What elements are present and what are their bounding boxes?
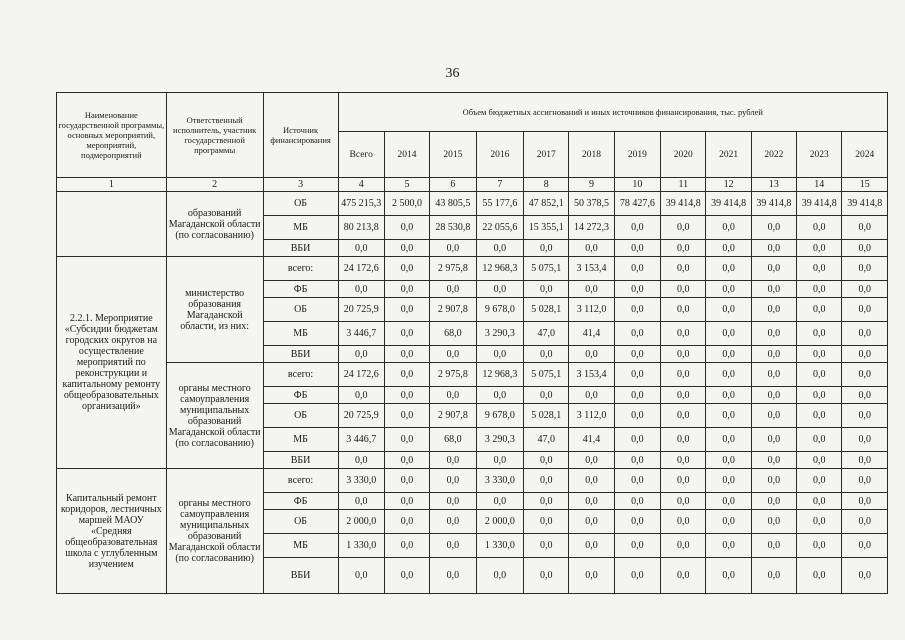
year-value-cell: 1 330,0 xyxy=(476,534,523,558)
source-cell: ВБИ xyxy=(263,346,338,363)
year-value-cell: 2 907,8 xyxy=(430,404,476,428)
column-number: 8 xyxy=(524,178,569,192)
header-executor-col: Ответственный исполнитель, участник государственной программы xyxy=(166,93,263,178)
year-value-cell: 0,0 xyxy=(797,452,842,469)
year-value-cell: 0,0 xyxy=(751,493,796,510)
source-cell: ОБ xyxy=(263,192,338,216)
year-value-cell: 0,0 xyxy=(614,257,660,281)
year-value-cell: 68,0 xyxy=(430,322,476,346)
year-value-cell: 0,0 xyxy=(751,363,796,387)
column-number: 12 xyxy=(706,178,751,192)
year-value-cell: 0,0 xyxy=(661,404,706,428)
year-value-cell: 0,0 xyxy=(430,281,476,298)
year-value-cell: 0,0 xyxy=(842,452,888,469)
year-value-cell: 0,0 xyxy=(384,346,429,363)
year-value-cell: 0,0 xyxy=(842,558,888,594)
year-value-cell: 5 028,1 xyxy=(524,298,569,322)
source-cell: МБ xyxy=(263,216,338,240)
year-value-cell: 0,0 xyxy=(797,257,842,281)
table-body xyxy=(57,192,888,594)
year-value-cell: 0,0 xyxy=(661,558,706,594)
year-value-cell: 0,0 xyxy=(706,404,751,428)
year-value-cell: 0,0 xyxy=(842,428,888,452)
year-value-cell: 0,0 xyxy=(661,298,706,322)
year-value-cell: 0,0 xyxy=(842,363,888,387)
year-value-cell: 0,0 xyxy=(476,281,523,298)
year-value-cell: 0,0 xyxy=(751,346,796,363)
year-value-cell: 0,0 xyxy=(842,387,888,404)
year-value-cell: 0,0 xyxy=(614,510,660,534)
total-value-cell: 475 215,3 xyxy=(338,192,384,216)
header-year: 2017 xyxy=(524,132,569,178)
year-value-cell: 43 805,5 xyxy=(430,192,476,216)
header-year: 2022 xyxy=(751,132,796,178)
header-year: Всего xyxy=(338,132,384,178)
year-value-cell: 0,0 xyxy=(384,281,429,298)
year-value-cell: 0,0 xyxy=(706,281,751,298)
year-value-cell: 0,0 xyxy=(842,257,888,281)
total-value-cell: 24 172,6 xyxy=(338,257,384,281)
column-number-row xyxy=(57,178,888,192)
year-value-cell: 78 427,6 xyxy=(614,192,660,216)
source-cell: ФБ xyxy=(263,387,338,404)
total-value-cell: 20 725,9 xyxy=(338,298,384,322)
year-value-cell: 0,0 xyxy=(661,387,706,404)
year-value-cell: 28 530,8 xyxy=(430,216,476,240)
header-year: 2024 xyxy=(842,132,888,178)
year-value-cell: 0,0 xyxy=(430,510,476,534)
year-value-cell: 0,0 xyxy=(706,257,751,281)
column-number: 1 xyxy=(57,178,167,192)
source-cell: всего: xyxy=(263,363,338,387)
year-value-cell: 0,0 xyxy=(430,346,476,363)
year-value-cell: 0,0 xyxy=(569,387,614,404)
year-value-cell: 0,0 xyxy=(430,387,476,404)
year-value-cell: 9 678,0 xyxy=(476,404,523,428)
year-value-cell: 0,0 xyxy=(384,257,429,281)
year-value-cell: 39 414,8 xyxy=(797,192,842,216)
year-value-cell: 0,0 xyxy=(384,298,429,322)
header-name-col: Наименование государственной программы, основных мероприятий, мероприятий, подмероприятий xyxy=(57,93,167,178)
year-value-cell: 0,0 xyxy=(476,387,523,404)
year-value-cell: 0,0 xyxy=(751,322,796,346)
year-value-cell: 5 075,1 xyxy=(524,257,569,281)
header-year: 2016 xyxy=(476,132,523,178)
source-cell: ВБИ xyxy=(263,452,338,469)
year-value-cell: 0,0 xyxy=(706,346,751,363)
year-value-cell: 0,0 xyxy=(751,404,796,428)
year-value-cell: 0,0 xyxy=(842,469,888,493)
year-value-cell: 0,0 xyxy=(524,469,569,493)
year-value-cell: 0,0 xyxy=(476,558,523,594)
year-value-cell: 0,0 xyxy=(842,346,888,363)
year-value-cell: 2 975,8 xyxy=(430,363,476,387)
year-value-cell: 3 330,0 xyxy=(476,469,523,493)
year-value-cell: 0,0 xyxy=(661,240,706,257)
total-value-cell: 0,0 xyxy=(338,493,384,510)
year-value-cell: 0,0 xyxy=(384,452,429,469)
year-value-cell: 0,0 xyxy=(751,558,796,594)
year-value-cell: 0,0 xyxy=(430,558,476,594)
year-value-cell: 0,0 xyxy=(614,281,660,298)
year-value-cell: 3 290,3 xyxy=(476,428,523,452)
year-value-cell: 0,0 xyxy=(797,240,842,257)
source-cell: ВБИ xyxy=(263,240,338,257)
year-value-cell: 0,0 xyxy=(384,469,429,493)
year-value-cell: 0,0 xyxy=(706,387,751,404)
source-cell: ОБ xyxy=(263,298,338,322)
year-value-cell: 0,0 xyxy=(706,469,751,493)
year-value-cell: 0,0 xyxy=(797,493,842,510)
year-value-cell: 0,0 xyxy=(524,281,569,298)
year-value-cell: 0,0 xyxy=(524,387,569,404)
year-value-cell: 0,0 xyxy=(751,298,796,322)
year-value-cell: 55 177,6 xyxy=(476,192,523,216)
header-year: 2019 xyxy=(614,132,660,178)
year-value-cell: 2 907,8 xyxy=(430,298,476,322)
total-value-cell: 3 446,7 xyxy=(338,428,384,452)
year-value-cell: 0,0 xyxy=(476,452,523,469)
year-value-cell: 0,0 xyxy=(430,493,476,510)
year-value-cell: 47 852,1 xyxy=(524,192,569,216)
year-value-cell: 0,0 xyxy=(842,322,888,346)
year-value-cell: 0,0 xyxy=(569,510,614,534)
header-source-col: Источник финансирования xyxy=(263,93,338,178)
table-row xyxy=(57,469,888,493)
column-number: 14 xyxy=(797,178,842,192)
header-year: 2018 xyxy=(569,132,614,178)
year-value-cell: 0,0 xyxy=(751,428,796,452)
year-value-cell: 0,0 xyxy=(661,534,706,558)
year-value-cell: 0,0 xyxy=(797,534,842,558)
year-value-cell: 0,0 xyxy=(842,510,888,534)
year-value-cell: 0,0 xyxy=(430,534,476,558)
year-value-cell: 0,0 xyxy=(569,558,614,594)
year-value-cell: 0,0 xyxy=(476,493,523,510)
year-value-cell: 9 678,0 xyxy=(476,298,523,322)
source-cell: ФБ xyxy=(263,281,338,298)
year-value-cell: 0,0 xyxy=(797,346,842,363)
year-value-cell: 0,0 xyxy=(751,452,796,469)
year-value-cell: 0,0 xyxy=(706,452,751,469)
year-value-cell: 3 153,4 xyxy=(569,363,614,387)
year-value-cell: 22 055,6 xyxy=(476,216,523,240)
total-value-cell: 80 213,8 xyxy=(338,216,384,240)
year-value-cell: 0,0 xyxy=(842,216,888,240)
year-value-cell: 0,0 xyxy=(842,240,888,257)
year-value-cell: 3 112,0 xyxy=(569,298,614,322)
year-value-cell: 0,0 xyxy=(384,493,429,510)
column-number: 4 xyxy=(338,178,384,192)
executor-cell: органы местного самоуправления муниципальных образований Магаданской области (по согласованию) xyxy=(166,363,263,469)
year-value-cell: 0,0 xyxy=(430,469,476,493)
year-value-cell: 0,0 xyxy=(384,404,429,428)
year-value-cell: 0,0 xyxy=(384,240,429,257)
table-row xyxy=(57,363,888,387)
year-value-cell: 0,0 xyxy=(661,322,706,346)
program-name-cell: Капитальный ремонт коридоров, лестничных маршей МАОУ «Средняя общеобразовательная школа с углубленным изучением xyxy=(57,469,167,594)
year-value-cell: 68,0 xyxy=(430,428,476,452)
source-cell: ОБ xyxy=(263,404,338,428)
year-value-cell: 2 000,0 xyxy=(476,510,523,534)
source-cell: МБ xyxy=(263,534,338,558)
year-value-cell: 39 414,8 xyxy=(751,192,796,216)
year-value-cell: 0,0 xyxy=(384,363,429,387)
year-value-cell: 0,0 xyxy=(476,240,523,257)
year-value-cell: 0,0 xyxy=(614,534,660,558)
year-value-cell: 0,0 xyxy=(614,469,660,493)
header-year: 2023 xyxy=(797,132,842,178)
total-value-cell: 1 330,0 xyxy=(338,534,384,558)
year-value-cell: 50 378,5 xyxy=(569,192,614,216)
total-value-cell: 0,0 xyxy=(338,387,384,404)
year-value-cell: 0,0 xyxy=(706,298,751,322)
year-value-cell: 0,0 xyxy=(614,404,660,428)
total-value-cell: 0,0 xyxy=(338,281,384,298)
year-value-cell: 0,0 xyxy=(569,240,614,257)
table-row xyxy=(57,257,888,281)
year-value-cell: 0,0 xyxy=(661,281,706,298)
year-value-cell: 0,0 xyxy=(524,240,569,257)
year-value-cell: 2 975,8 xyxy=(430,257,476,281)
year-value-cell: 0,0 xyxy=(661,510,706,534)
source-cell: ФБ xyxy=(263,493,338,510)
source-cell: всего: xyxy=(263,469,338,493)
executor-cell: образований Магаданской области (по согласованию) xyxy=(166,192,263,257)
year-value-cell: 0,0 xyxy=(797,404,842,428)
total-value-cell: 2 000,0 xyxy=(338,510,384,534)
column-number: 13 xyxy=(751,178,796,192)
column-number: 5 xyxy=(384,178,429,192)
year-value-cell: 0,0 xyxy=(569,346,614,363)
total-value-cell: 3 330,0 xyxy=(338,469,384,493)
year-value-cell: 0,0 xyxy=(751,469,796,493)
header-year: 2015 xyxy=(430,132,476,178)
year-value-cell: 0,0 xyxy=(614,363,660,387)
year-value-cell: 14 272,3 xyxy=(569,216,614,240)
header-year: 2021 xyxy=(706,132,751,178)
year-value-cell: 0,0 xyxy=(524,452,569,469)
year-value-cell: 0,0 xyxy=(797,428,842,452)
year-value-cell: 0,0 xyxy=(706,363,751,387)
year-value-cell: 0,0 xyxy=(614,428,660,452)
column-number: 10 xyxy=(614,178,660,192)
year-value-cell: 0,0 xyxy=(797,363,842,387)
total-value-cell: 0,0 xyxy=(338,558,384,594)
source-cell: МБ xyxy=(263,322,338,346)
year-value-cell: 0,0 xyxy=(661,257,706,281)
year-value-cell: 0,0 xyxy=(797,558,842,594)
source-cell: всего: xyxy=(263,257,338,281)
year-value-cell: 0,0 xyxy=(706,428,751,452)
year-value-cell: 15 355,1 xyxy=(524,216,569,240)
year-value-cell: 0,0 xyxy=(569,469,614,493)
header-year: 2020 xyxy=(661,132,706,178)
table-row xyxy=(57,192,888,216)
page-number: 36 xyxy=(445,66,460,81)
year-value-cell: 0,0 xyxy=(751,257,796,281)
column-number: 11 xyxy=(661,178,706,192)
year-value-cell: 2 500,0 xyxy=(384,192,429,216)
year-value-cell: 0,0 xyxy=(614,298,660,322)
column-number: 6 xyxy=(430,178,476,192)
year-value-cell: 0,0 xyxy=(706,558,751,594)
year-value-cell: 0,0 xyxy=(751,534,796,558)
year-value-cell: 0,0 xyxy=(430,240,476,257)
year-value-cell: 0,0 xyxy=(569,452,614,469)
year-value-cell: 0,0 xyxy=(661,363,706,387)
year-value-cell: 0,0 xyxy=(842,534,888,558)
year-value-cell: 39 414,8 xyxy=(842,192,888,216)
program-name-cell xyxy=(57,192,167,257)
year-value-cell: 0,0 xyxy=(524,493,569,510)
year-value-cell: 0,0 xyxy=(751,216,796,240)
year-value-cell: 0,0 xyxy=(751,281,796,298)
year-value-cell: 39 414,8 xyxy=(706,192,751,216)
year-value-cell: 0,0 xyxy=(614,346,660,363)
table-header xyxy=(57,93,888,192)
header-amount-col: Объем бюджетных ассигнований и иных источников финансирования, тыс. рублей xyxy=(338,93,888,132)
year-value-cell: 41,4 xyxy=(569,322,614,346)
total-value-cell: 0,0 xyxy=(338,240,384,257)
year-value-cell: 0,0 xyxy=(797,322,842,346)
total-value-cell: 20 725,9 xyxy=(338,404,384,428)
year-value-cell: 47,0 xyxy=(524,428,569,452)
year-value-cell: 0,0 xyxy=(706,493,751,510)
year-value-cell: 12 968,3 xyxy=(476,257,523,281)
year-value-cell: 41,4 xyxy=(569,428,614,452)
source-cell: ВБИ xyxy=(263,558,338,594)
column-number: 9 xyxy=(569,178,614,192)
total-value-cell: 24 172,6 xyxy=(338,363,384,387)
year-value-cell: 0,0 xyxy=(842,281,888,298)
year-value-cell: 0,0 xyxy=(797,510,842,534)
year-value-cell: 0,0 xyxy=(706,240,751,257)
year-value-cell: 0,0 xyxy=(706,510,751,534)
total-value-cell: 0,0 xyxy=(338,346,384,363)
year-value-cell: 0,0 xyxy=(842,493,888,510)
total-value-cell: 3 446,7 xyxy=(338,322,384,346)
year-value-cell: 0,0 xyxy=(524,510,569,534)
year-value-cell: 0,0 xyxy=(524,346,569,363)
year-value-cell: 0,0 xyxy=(797,281,842,298)
year-value-cell: 0,0 xyxy=(751,387,796,404)
year-value-cell: 3 153,4 xyxy=(569,257,614,281)
year-value-cell: 0,0 xyxy=(614,322,660,346)
executor-cell: органы местного самоуправления муниципальных образований Магаданской области (по согласованию) xyxy=(166,469,263,594)
year-value-cell: 0,0 xyxy=(797,216,842,240)
year-value-cell: 0,0 xyxy=(797,298,842,322)
executor-cell: министерство образования Магаданской области, из них: xyxy=(166,257,263,363)
column-number: 7 xyxy=(476,178,523,192)
year-value-cell: 3 112,0 xyxy=(569,404,614,428)
year-value-cell: 0,0 xyxy=(569,281,614,298)
year-value-cell: 0,0 xyxy=(384,510,429,534)
year-value-cell: 0,0 xyxy=(661,216,706,240)
year-value-cell: 0,0 xyxy=(797,387,842,404)
year-value-cell: 0,0 xyxy=(797,469,842,493)
year-value-cell: 0,0 xyxy=(661,346,706,363)
column-number: 2 xyxy=(166,178,263,192)
year-value-cell: 0,0 xyxy=(614,216,660,240)
year-value-cell: 0,0 xyxy=(706,322,751,346)
source-cell: ОБ xyxy=(263,510,338,534)
year-value-cell: 39 414,8 xyxy=(661,192,706,216)
year-value-cell: 0,0 xyxy=(614,240,660,257)
year-value-cell: 0,0 xyxy=(614,452,660,469)
year-value-cell: 0,0 xyxy=(842,298,888,322)
year-value-cell: 0,0 xyxy=(384,534,429,558)
year-value-cell: 0,0 xyxy=(706,216,751,240)
year-value-cell: 0,0 xyxy=(842,404,888,428)
year-value-cell: 47,0 xyxy=(524,322,569,346)
year-value-cell: 0,0 xyxy=(430,452,476,469)
total-value-cell: 0,0 xyxy=(338,452,384,469)
year-value-cell: 0,0 xyxy=(661,428,706,452)
year-value-cell: 0,0 xyxy=(661,452,706,469)
year-value-cell: 0,0 xyxy=(384,387,429,404)
year-value-cell: 0,0 xyxy=(569,493,614,510)
column-number: 3 xyxy=(263,178,338,192)
year-value-cell: 0,0 xyxy=(751,510,796,534)
year-value-cell: 0,0 xyxy=(614,493,660,510)
year-value-cell: 0,0 xyxy=(476,346,523,363)
year-value-cell: 0,0 xyxy=(661,469,706,493)
budget-table xyxy=(56,92,888,594)
year-value-cell: 0,0 xyxy=(614,558,660,594)
year-value-cell: 0,0 xyxy=(384,216,429,240)
year-value-cell: 12 968,3 xyxy=(476,363,523,387)
year-value-cell: 0,0 xyxy=(524,558,569,594)
year-value-cell: 0,0 xyxy=(384,322,429,346)
year-value-cell: 0,0 xyxy=(384,558,429,594)
year-value-cell: 0,0 xyxy=(751,240,796,257)
year-value-cell: 5 028,1 xyxy=(524,404,569,428)
year-value-cell: 0,0 xyxy=(569,534,614,558)
year-value-cell: 0,0 xyxy=(524,534,569,558)
year-value-cell: 0,0 xyxy=(614,387,660,404)
header-year: 2014 xyxy=(384,132,429,178)
program-name-cell: 2.2.1. Мероприятие «Субсидии бюджетам городских округов на осуществление мероприятий по реконструкции и капитальному ремонту общеобразовательных организаций» xyxy=(57,257,167,469)
year-value-cell: 0,0 xyxy=(661,493,706,510)
year-value-cell: 3 290,3 xyxy=(476,322,523,346)
year-value-cell: 0,0 xyxy=(384,428,429,452)
year-value-cell: 0,0 xyxy=(706,534,751,558)
source-cell: МБ xyxy=(263,428,338,452)
year-value-cell: 5 075,1 xyxy=(524,363,569,387)
column-number: 15 xyxy=(842,178,888,192)
